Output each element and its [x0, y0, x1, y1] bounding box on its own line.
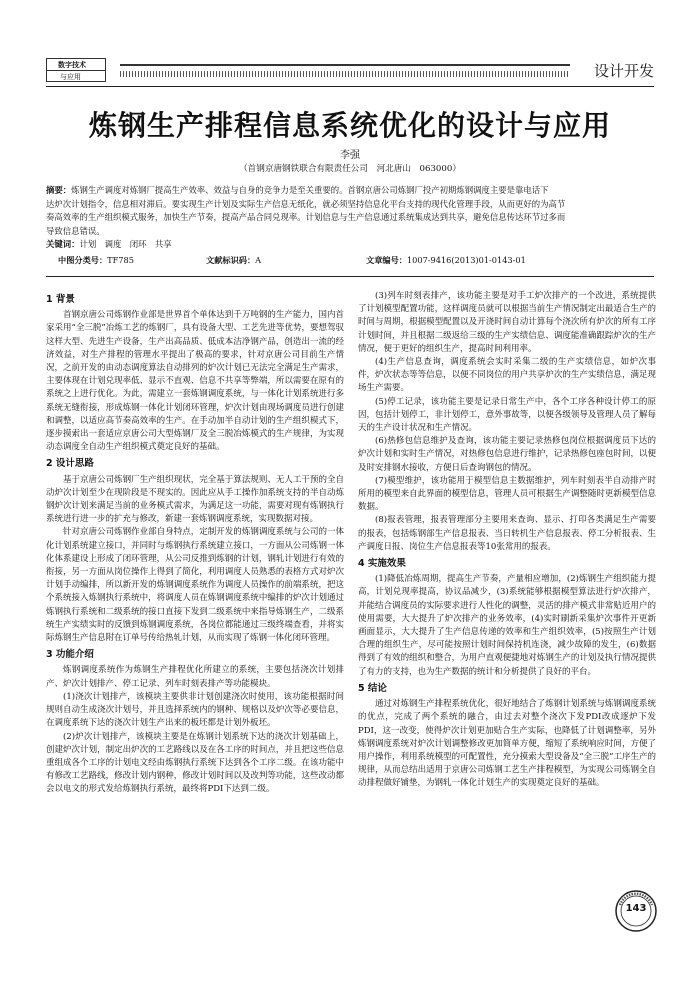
- paragraph: (5)停工记录，该功能主要是记录日常生产中，各个工序各种设计停工的原因，包括计划停工，非计划停工，意外事故等，以便各级领导及管理人员了解每天的生产设计状况和生产情况。: [358, 396, 656, 434]
- paragraph: 首钢京唐公司炼钢作业部是世界首个单体达到千万吨钢的生产能力，国内首家采用“全三脱”冶炼工艺的炼钢厂，具有设备大型、工艺先进等优势，要想驾驭这样大型、先进生产设备，生产出高品质、低成本洁净钢产品，创造出一流的经济效益，对生产排程的管理水平提出了极高的要求，针对京唐公司目前生产情况，之前开发的由动态调度算法自动排列的炉次计划已无法完全满足生产需求，主要体现在计划兑现率低、显示不直观、信息不共享等弊端，所以需要在原有的系统之上进行优化。为此，需建立一套炼钢调度系统，与一体化计划系统进行多系统无缝衔接，形成炼钢一体化计划闭环管理，炉次计划由现场调度员进行创建和调整，以适应高节奏高效率的生产。在手动加半自动计划的生产组织模式下，逐步摸索出一套适应京唐公司大型炼钢厂及全三脱冶炼模式的生产规律，为实现动态调度全自动生产组织模式奠定良好的基础。: [46, 310, 344, 453]
- section-heading: 4 实施效果: [358, 558, 406, 570]
- header-decoration: [120, 58, 570, 82]
- clc-number: 中图分类号：TF785: [58, 255, 134, 265]
- right-column: [358, 290, 656, 791]
- section-heading: 1 背景: [46, 294, 75, 305]
- paragraph: 针对京唐公司炼钢作业部自身特点，定制开发的炼钢调度系统与公司的一体化计划系统建立接口，并同时与炼钢执行系统建立接口，一方面从公司炼钢一体化体系建设上形成了闭环管理，从公司反推到炼钢的计划，钢轧计划进行有效的衔接，另一方面从岗位操作上得到了简化，利用调度人员熟悉的表格方式对炉次计划手动编排，所以新开发的炼钢调度系统作为调度人员操作的前端系统，把这个系统接入炼钢执行系统中，将调度人员在炼钢调度系统中编排的炉次计划通过炼钢执行系统和二级系统的接口直接下发到二级系统中来指导炼钢生产，二级系统生产实绩实时的反馈到炼钢调度系统，各岗位都能通过三级终端查看，并将实际炼钢生产信息附在订单号传给热轧计划，从而实现了炼钢一体化闭环管理。: [46, 527, 344, 644]
- header-bar-hatched: [120, 71, 570, 77]
- paragraph: (4)生产信息查询，调度系统会实时采集二级的生产实绩信息，如炉次事件，炉次状态等等信息，以便不同岗位的用户共享炉次的生产实绩信息，满足现场生产需要。: [358, 357, 656, 394]
- journal-logo: [46, 56, 126, 84]
- paragraph: (7)模型维护，该功能用于模型信息主数据维护，列车时刻表半自动排产时所用的模型来自此界面的模型信息，管理人员可根据生产调整随时更新模型信息数据。: [358, 475, 656, 513]
- abstract-line: 奏高效率的生产组织模式服务，加快生产节奏，提高产品合同兑现率。计划信息与生产信息通过系统集成达到共享，避免信息传达环节过多而: [46, 212, 566, 223]
- paragraph: (6)热修包信息维护及查询，该功能主要记录热修包岗位根据调度员下达的炉次计划和实时生产情况，对热修包信息进行维护，记录热修包座包时间，以便及时安排钢水接收，方便日后查询钢包的情况。: [358, 436, 656, 473]
- paragraph: (1)降低冶炼周期，提高生产节奏，产量相应增加，(2)炼钢生产组织能力提高，计划兑现率提高，协议品减少，(3)系统能够根据模型算法进行炉次排产，并能结合调度员的实际要求进行人性化的调整，灵活的排产模式非常贴近用户的使用需要，大大提升了炉次排产的业务效率，(4)实时刷新采集炉次事件开更新画面显示，大大提升了生产信息传递的效率和生产组织效率，(5)按照生产计划合理的组织生产，尽可能按照计划时间保持机连浇，减少故障的发生，(6)数据得到了有效的组织和整合，为用户直观便捷地对炼钢生产的计划及执行情况提供了有力的支持，也为生产数据的统计和分析提供了良好的平台。: [358, 574, 656, 677]
- paragraph: 通过对炼钢生产排程系统优化，很好地结合了炼钢计划系统与炼钢调度系统的优点，完成了两个系统的融合，由过去对整个浇次下发PDI改成逐炉下发PDI，这一改变，使得炉次计划更加贴合生产实际，也降低了计划调整率，另外炼钢调度系统对炉次计划调整修改更加简单方便，缩短了系统响应时间，方便了用户操作，利用系统模型的可配置性，充分摸索大型设备及“全三脱”工序生产的规律，从而总结出适用于京唐公司炼钢工艺生产排程模型，为实现公司炼钢全自动排程做好铺垫，为钢轧一体化计划生产的实现奠定良好的基础。: [358, 699, 656, 789]
- paragraph: (2)炉次计划排产，该模块主要是在炼钢计划系统下达的浇次计划基础上，创建炉次计划，制定出炉次的工艺路线以及在各工序的时间点，并且把这些信息重组成各个工序的计划电文经由炼钢执行系统下达到各个工序二级。在该功能中有修改工艺路线，修改计划内钢种，修改计划时间以及改判等功能，这些改动都会以电文的形式发给炼钢执行系统，最终将PDI下达到二级。: [46, 731, 344, 795]
- section-heading: 5 结论: [358, 682, 387, 694]
- affiliation: （首钢京唐钢铁联合有限责任公司 河北唐山 063000）: [239, 164, 461, 174]
- abstract-label: 摘要：: [46, 185, 72, 195]
- keywords-label: 关键词：: [46, 239, 80, 250]
- article-number: 文章编号：1007-9416(2013)01-0143-01: [366, 255, 526, 265]
- article-title: 炼钢生产排程信息系统优化的设计与应用: [88, 109, 611, 142]
- author: 李强: [340, 150, 360, 161]
- header-rule: [46, 86, 654, 87]
- logo-line-2: 与应用: [60, 73, 81, 81]
- paragraph: (3)列车时刻表排产，该功能主要是对手工炉次排产的一个改进，系统提供了计划模型配置功能，这样调度员就可以根据当前生产情况制定出最适合生产的时间与周期，根据模型配置以及开浇时间自动计算每个浇次所有炉次的所有工序计划时间，并且根据二级返给三级的生产实绩信息、调度能准确跟踪炉次的生产情况，便于更好的组织生产，提高时间利用率。: [358, 291, 656, 354]
- left-column: [46, 290, 344, 797]
- paragraph: 基于京唐公司炼钢厂生产组织现状，完全基于算法规则、无人工干预的全自动炉次计划至少在现阶段是不现实的。因此应从手工操作加系统支持的半自动炼钢炉次计划来满足当前的业务模式需求，为满足这一功能，需要对现有炼钢执行系统进行进一步的扩充与修改，新建一套炼钢调度系统，实现数据对接。: [46, 474, 344, 525]
- paragraph: (1)浇次计划排产，该模块主要供非计划创建浇次时使用，该功能根据时间规则自动生成浇次计划号，并且选择系统内的钢种、规格以及炉次等必要信息，在调度系统下达的浇次计划生产出来的板坯都是计划外板坯。: [46, 691, 344, 729]
- section-heading: 3 功能介绍: [46, 649, 94, 661]
- paragraph: (8)报表管理，报表管理部分主要用来查询、显示、打印各类满足生产需要的报表，包括炼钢部生产信息报表、当日转机生产信息报表、停工分析报表、生产调度日报、岗位生产信息报表等10张常用的报表。: [358, 515, 656, 552]
- logo-line-1: 数字技术: [58, 61, 86, 69]
- abstract: [46, 184, 654, 252]
- abstract-line: 摘要：炼钢生产调度对炼钢厂提高生产效率、效益与自身的竞争力是至关重要的。首钢京唐公司炼钢厂投产初期炼钢调度主要是靠电话下: [46, 185, 549, 195]
- page-number: 143: [625, 903, 647, 914]
- section-heading: 2 设计思路: [46, 458, 94, 470]
- abstract-line: 导致信息错误。: [46, 225, 105, 236]
- paragraph: 炼钢调度系统作为炼钢生产排程优化所建立的系统，主要包括浇次计划排产、炉次计划排产、停工记录、列车时刻表排产等功能模块。: [46, 665, 344, 689]
- abstract-line: 达炉次计划指令，信息相对滞后。要实现生产计划及实际生产信息无纸化，就必须坚持信息化平台支持的现代化管理手段，从而更好的为高节: [46, 198, 566, 209]
- section-title: 设计开发: [593, 62, 654, 80]
- document-code: 文献标识码：A: [206, 255, 262, 265]
- keywords: 关键词：计划 调度 闭环 共享: [46, 239, 172, 250]
- abstract-rule: [46, 276, 654, 277]
- header-bar-solid: [120, 64, 570, 66]
